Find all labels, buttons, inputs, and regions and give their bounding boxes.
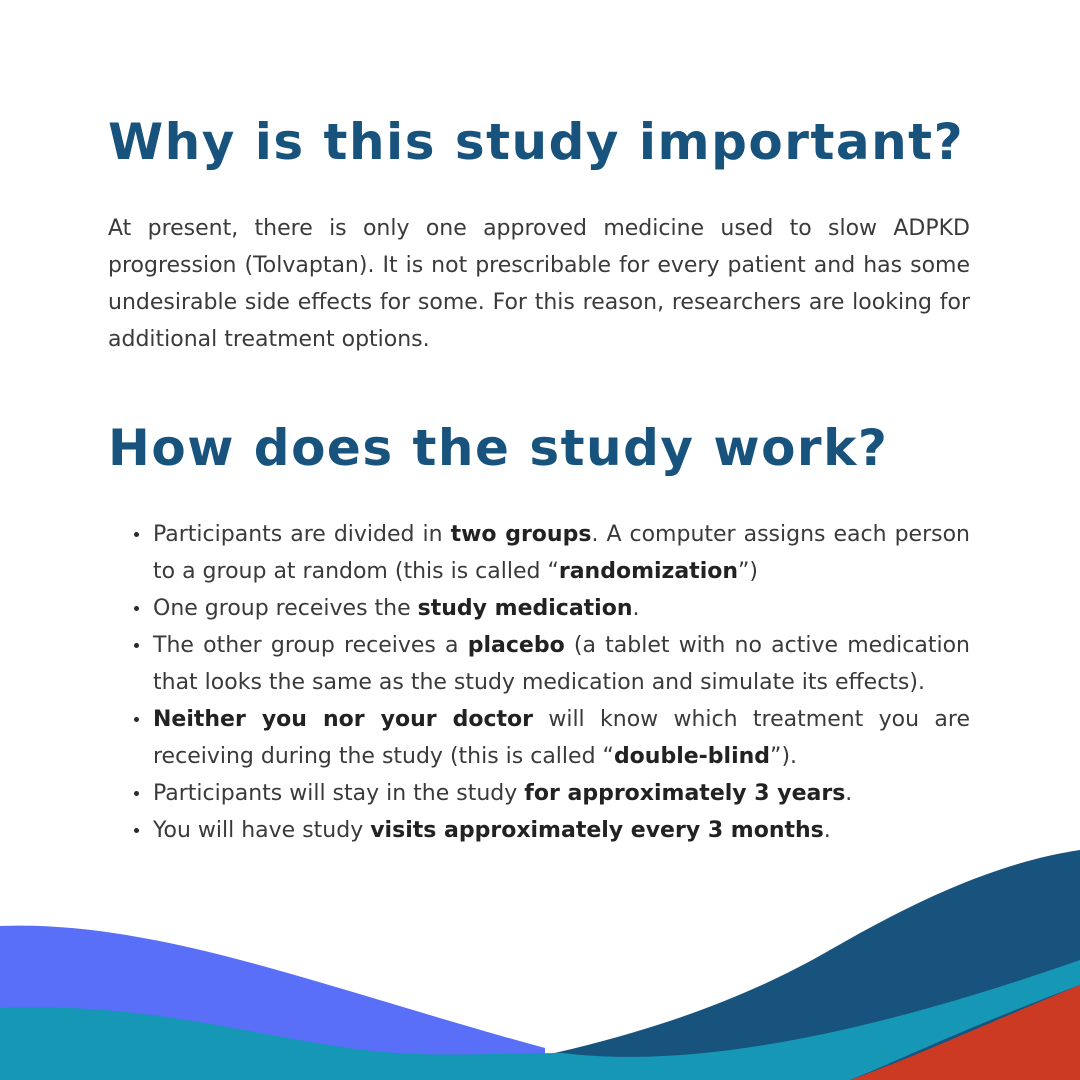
list-item-study-medication — [153, 590, 970, 627]
item-text: . — [823, 818, 831, 843]
item-emphasis: for approximately 3 years — [524, 781, 846, 806]
intro-paragraph: At present, there is only one approved medicine used to slow ADPKD progression (Tolvaptan). It is not prescribable for every patient and has some undesirable side effects for some. For this reason, researchers are looking for additional treatment options. — [108, 216, 970, 352]
item-emphasis: placebo — [467, 633, 565, 658]
item-emphasis: double-blind — [613, 744, 771, 769]
bullet-dot-icon — [134, 643, 139, 648]
list-item-placebo — [153, 627, 970, 701]
bullet-dot-icon — [134, 717, 139, 722]
study-steps-list — [108, 516, 970, 849]
bullet-dot-icon — [134, 828, 139, 833]
item-emphasis: two groups — [450, 522, 592, 547]
item-text: Participants will stay in the study — [153, 781, 525, 806]
item-text: . — [845, 781, 853, 806]
item-emphasis: study medication — [417, 596, 633, 621]
item-emphasis: randomization — [558, 559, 739, 584]
item-text: Participants are divided in — [153, 522, 451, 547]
item-text: (a tablet with no active medication that looks the same as the study medication and simulate its effects). — [153, 633, 970, 695]
heading-why-important: Why is this study important? — [108, 113, 965, 171]
bullet-dot-icon — [134, 791, 139, 796]
decorative-waves — [0, 840, 1080, 1080]
list-item-duration — [153, 775, 970, 812]
bullet-dot-icon — [134, 532, 139, 537]
page-content — [108, 110, 970, 849]
list-item-double-blind — [153, 701, 970, 775]
item-emphasis: Neither you nor your doctor — [153, 707, 533, 732]
item-emphasis: visits approximately every 3 months — [370, 818, 824, 843]
item-text: . A computer assigns each person to a group at random (this is called “ — [153, 522, 970, 584]
item-text: will know which treatment you are receiving during the study (this is called “ — [153, 707, 970, 769]
item-text: ”) — [738, 559, 758, 584]
item-text: One group receives the — [153, 596, 418, 621]
item-text: ”). — [770, 744, 798, 769]
item-text: You will have study — [153, 818, 371, 843]
bullet-dot-icon — [134, 606, 139, 611]
item-text: The other group receives a — [153, 633, 468, 658]
heading-how-it-works: How does the study work? — [108, 419, 889, 477]
item-text: . — [632, 596, 640, 621]
list-item-two-groups — [153, 516, 970, 590]
